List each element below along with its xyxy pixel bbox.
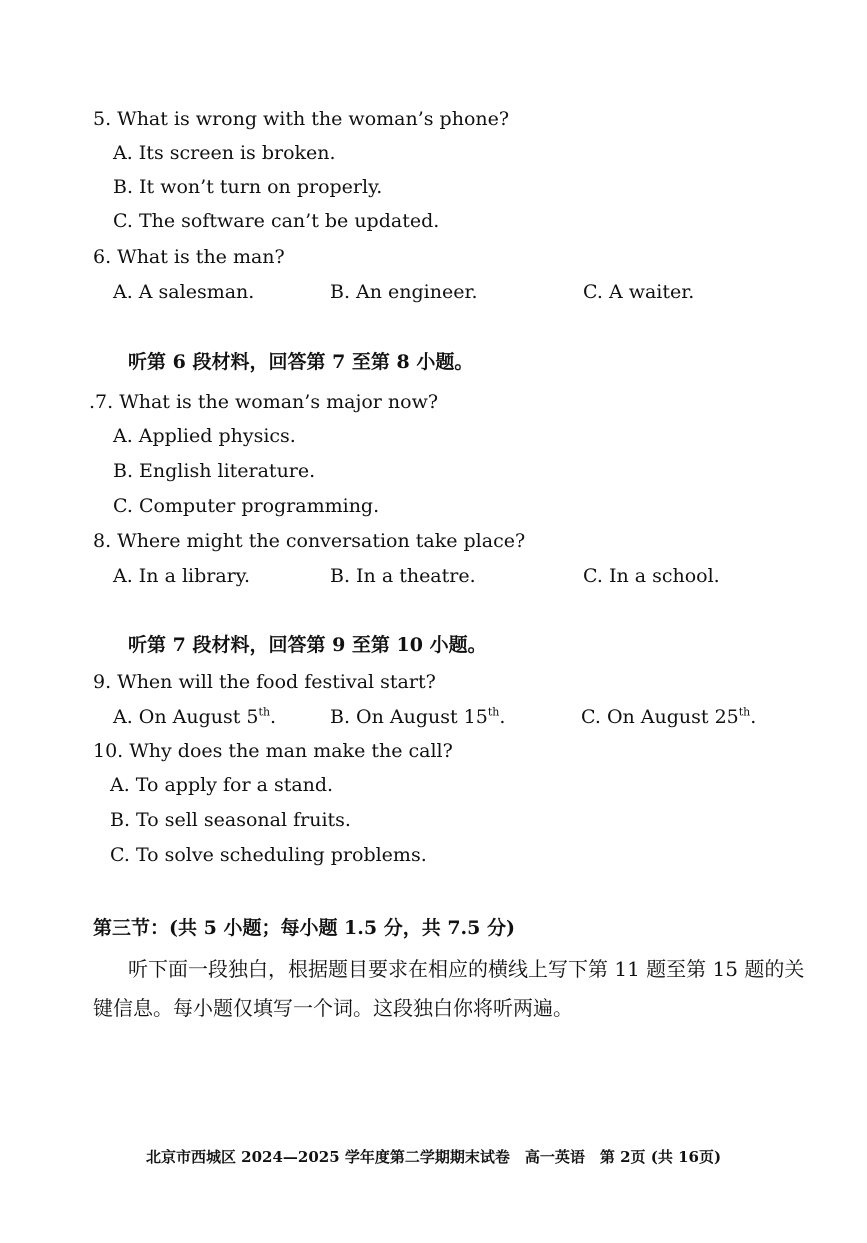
- q9-option-b: [330, 705, 505, 729]
- q6-option-a: A. A salesman.: [113, 281, 255, 303]
- q7-stem: .7. What is the woman’s major now?: [89, 391, 439, 413]
- page-footer: 北京市西城区 2024—2025 学年度第二学期期末试卷 高一英语 第 2页 (共 16页): [145, 1148, 722, 1166]
- q5-option-a: A. Its screen is broken.: [113, 142, 336, 164]
- q5-option-c: C. The software can’t be updated.: [113, 210, 440, 232]
- q6-option-c: C. A waiter.: [583, 281, 695, 303]
- q9-option-c: [581, 705, 756, 729]
- part3-instruction-line1: 听下面一段独白，根据题目要求在相应的横线上写下第 11 题至第 15 题的关: [128, 957, 805, 981]
- q5-stem: 5. What is wrong with the woman’s phone?: [93, 108, 510, 130]
- q7-option-a: A. Applied physics.: [113, 425, 296, 447]
- q6-option-b: B. An engineer.: [330, 281, 478, 303]
- q8-option-a: A. In a library.: [113, 565, 251, 587]
- section-7-instruction: 听第 7 段材料，回答第 9 至第 10 小题。: [128, 634, 487, 656]
- q10-option-b: B. To sell seasonal fruits.: [110, 809, 351, 831]
- q9-option-b-period: .: [499, 706, 506, 728]
- q9-option-a-suffix: th: [258, 705, 271, 719]
- q5-option-b: B. It won’t turn on properly.: [113, 176, 383, 198]
- q10-stem: 10. Why does the man make the call?: [93, 740, 453, 762]
- q7-option-c: C. Computer programming.: [113, 495, 380, 517]
- q8-stem: 8. Where might the conversation take place?: [93, 530, 526, 552]
- section-6-instruction: 听第 6 段材料，回答第 7 至第 8 小题。: [128, 351, 474, 373]
- q7-option-b: B. English literature.: [113, 460, 316, 482]
- q9-option-c-text: C. On August 25: [581, 706, 739, 728]
- q9-stem: 9. When will the food festival start?: [93, 671, 436, 693]
- q9-option-a-period: .: [270, 706, 277, 728]
- part3-heading: 第三节：(共 5 小题；每小题 1.5 分，共 7.5 分): [93, 917, 515, 939]
- q8-option-c: C. In a school.: [583, 565, 720, 587]
- q6-stem: 6. What is the man?: [93, 246, 285, 268]
- q8-option-b: B. In a theatre.: [330, 565, 476, 587]
- q9-option-c-period: .: [750, 706, 757, 728]
- q9-option-b-text: B. On August 15: [330, 706, 488, 728]
- q9-option-c-suffix: th: [738, 705, 751, 719]
- q9-option-b-suffix: th: [487, 705, 500, 719]
- part3-instruction-line2: 键信息。每小题仅填写一个词。这段独白你将听两遍。: [93, 996, 573, 1020]
- q10-option-c: C. To solve scheduling problems.: [110, 844, 427, 866]
- q10-option-a: A. To apply for a stand.: [110, 774, 334, 796]
- q9-option-a-text: A. On August 5: [113, 706, 259, 728]
- q9-option-a: [113, 705, 276, 729]
